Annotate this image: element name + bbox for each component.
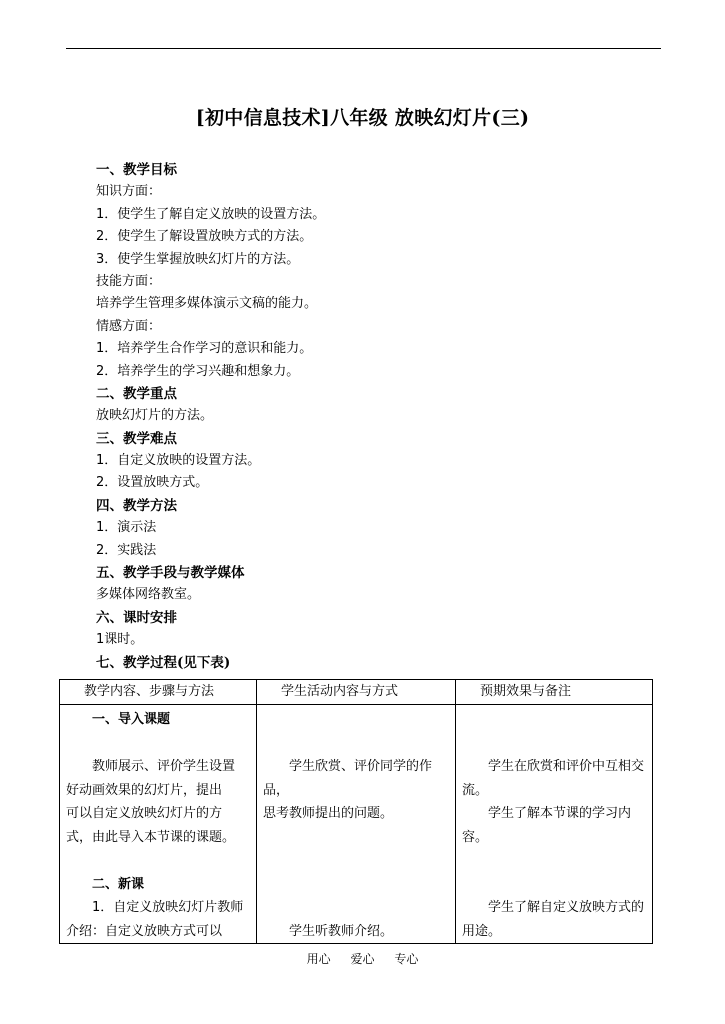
cell-text: 用途。: [462, 923, 502, 939]
table-header-row: [60, 680, 653, 705]
body-line: 2．实践法: [96, 542, 157, 558]
body-line: 放映幻灯片的方法。: [96, 408, 214, 424]
cell-text: 学生欣赏、评价同学的作品，: [263, 759, 433, 798]
page-footer: [0, 950, 725, 967]
section-heading: 二、教学重点: [96, 385, 177, 402]
cell-text: 1．自定义放映幻灯片教师: [92, 900, 244, 915]
cell-text: 思考教师提出的问题。: [263, 806, 394, 821]
section-heading: 七、教学过程(见下表): [96, 654, 231, 671]
body-line: 知识方面：: [96, 184, 162, 200]
body-line: 3．使学生掌握放映幻灯片的方法。: [96, 251, 300, 267]
body-line: 技能方面：: [96, 273, 162, 289]
body-line: 2．培养学生的学习兴趣和想象力。: [96, 363, 300, 379]
document-title: [初中信息技术]八年级 放映幻灯片(三): [195, 107, 530, 129]
cell-text: 可以自定义放映幻灯片的方: [66, 806, 223, 821]
cell-text: 好动画效果的幻灯片，提出: [66, 782, 223, 798]
footer-text: 专心: [394, 952, 419, 966]
cell-text: 学生了解本节课的学习内: [488, 806, 632, 821]
cell-text: 学生听教师介绍。: [289, 923, 394, 939]
cell-text: 流。: [462, 782, 489, 798]
body-line: 1．自定义放映的设置方法。: [96, 453, 261, 469]
cell-text: 教师展示、评价学生设置: [92, 759, 236, 774]
table-row: [60, 705, 653, 944]
footer-text: 爱心: [350, 952, 375, 966]
section-heading: 四、教学方法: [96, 497, 177, 514]
cell-text: 介绍：自定义放映方式可以: [66, 923, 223, 939]
body-line: 1．演示法: [96, 520, 157, 536]
table-header-cell: 教学内容、步骤与方法: [60, 680, 257, 705]
section-heading: 五、教学手段与教学媒体: [96, 565, 245, 582]
body-line: 多媒体网络教室。: [96, 587, 201, 603]
section-heading: 三、教学难点: [96, 430, 177, 447]
table-cell-content-method: [60, 705, 257, 944]
cell-text: 学生了解自定义放映方式的: [488, 900, 645, 915]
table-header-cell: 预期效果与备注: [456, 680, 653, 705]
section-heading: 二、新课: [92, 876, 145, 892]
body-line: 情感方面：: [96, 318, 162, 334]
section-heading: 六、课时安排: [96, 609, 177, 626]
body-line: 2．设置放映方式。: [96, 475, 209, 491]
body-line: 2．使学生了解设置放映方式的方法。: [96, 229, 313, 245]
cell-text: 式，由此导入本节课的课题。: [66, 829, 236, 845]
body-line: 培养学生管理多媒体演示文稿的能力。: [96, 296, 318, 312]
footer-text: 用心: [306, 952, 331, 966]
cell-text: 容。: [462, 829, 489, 845]
header-rule: [66, 48, 661, 49]
body-line: 1．使学生了解自定义放映的设置方法。: [96, 206, 326, 222]
table-cell-expected-effect: [456, 705, 653, 944]
teaching-process-table: [59, 679, 653, 944]
body-line: 1．培养学生合作学习的意识和能力。: [96, 341, 313, 357]
section-heading: 一、教学目标: [96, 162, 177, 178]
cell-text: 学生在欣赏和评价中互相交: [488, 759, 645, 774]
table-cell-student-activity: [257, 705, 456, 944]
section-heading: 一、导入课题: [92, 712, 171, 727]
document-body: [96, 159, 686, 674]
table-header-cell: 学生活动内容与方式: [257, 680, 456, 705]
body-line: 1课时。: [96, 632, 144, 648]
